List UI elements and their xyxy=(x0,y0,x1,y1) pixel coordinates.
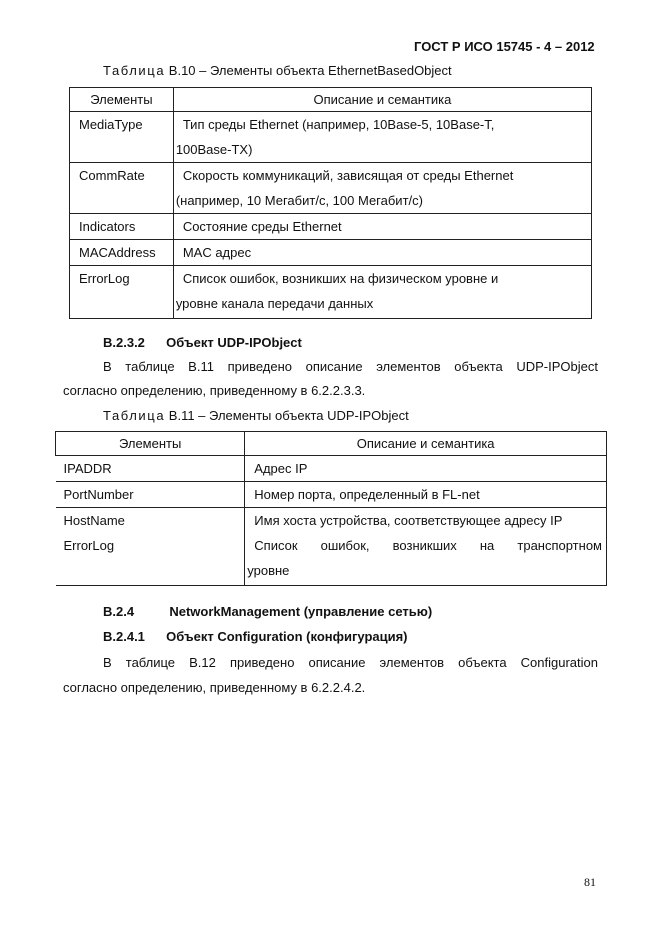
section-title: Объект UDP-IPObject xyxy=(166,335,302,350)
element-description-cont: уровне xyxy=(247,563,290,578)
column-header-description: Описание и семантика xyxy=(173,88,591,112)
section-number: B.2.4.1 xyxy=(103,629,145,644)
element-description: Тип среды Ethernet (например, 10Base-5, 10Base-T, xyxy=(182,117,495,132)
element-description-cont: уровне канала передачи данных xyxy=(175,296,374,311)
caption-text: B.10 – Элементы объекта EthernetBasedObject xyxy=(168,63,452,78)
section-heading-b24 xyxy=(103,604,432,619)
table-11 xyxy=(55,431,607,586)
section-heading-b241 xyxy=(103,629,408,644)
element-name: Indicators xyxy=(79,219,136,234)
table-row xyxy=(56,456,607,482)
column-header-elements: Элементы xyxy=(56,432,245,456)
element-description: Список ошибок, возникших на транспортном xyxy=(254,538,602,553)
element-description: Состояние среды Ethernet xyxy=(182,219,342,234)
table-row xyxy=(70,214,592,240)
table-10 xyxy=(69,87,592,319)
document-code: ГОСТ Р ИСО 15745 - 4 – 2012 xyxy=(414,39,595,54)
element-description: Имя хоста устройства, соответствующее адресу IP xyxy=(254,513,563,528)
element-description: Список ошибок, возникших на физическом уровне и xyxy=(182,271,499,286)
element-name: ErrorLog xyxy=(79,271,130,286)
column-header-elements: Элементы xyxy=(70,88,174,112)
caption-word: Таблица xyxy=(103,408,166,423)
element-description: Адрес IP xyxy=(254,461,308,476)
element-description: Номер порта, определенный в FL-net xyxy=(254,487,480,502)
table-row xyxy=(70,266,592,319)
section-number: B.2.4 xyxy=(103,604,135,619)
section-number: B.2.3.2 xyxy=(103,335,145,350)
element-name: ErrorLog xyxy=(63,538,115,553)
column-header-description: Описание и семантика xyxy=(245,432,607,456)
element-name: PortNumber xyxy=(63,487,134,502)
caption-word: Таблица xyxy=(103,63,166,78)
element-description: MAC адрес xyxy=(182,245,252,260)
section-heading-b232 xyxy=(103,335,302,350)
table-header-row xyxy=(56,432,607,456)
section-title: NetworkManagement (управление сетью) xyxy=(169,604,433,619)
section-title: Объект Configuration (конфигурация) xyxy=(166,629,408,644)
page-number: 81 xyxy=(584,875,596,889)
table-row xyxy=(70,240,592,266)
table-row xyxy=(56,508,607,586)
table-row xyxy=(70,112,592,163)
table-header-row xyxy=(70,88,592,112)
paragraph-line: согласно определению, приведенному в 6.2.2.3.3. xyxy=(63,383,366,398)
element-description-cont: 100Base-TX) xyxy=(175,142,253,157)
table-10-caption xyxy=(103,63,452,78)
element-name: HostName xyxy=(63,513,125,528)
table-11-caption xyxy=(103,408,409,423)
paragraph-line: согласно определению, приведенному в 6.2.2.4.2. xyxy=(63,680,366,695)
paragraph-line: В таблице B.11 приведено описание элементов объекта UDP-IPObject xyxy=(103,359,598,374)
element-description-cont: (например, 10 Мегабит/с, 100 Мегабит/с) xyxy=(175,193,423,208)
element-description: Скорость коммуникаций, зависящая от среды Ethernet xyxy=(182,168,514,183)
element-name: CommRate xyxy=(79,168,145,183)
paragraph-line: В таблице B.12 приведено описание элементов объекта Configuration xyxy=(103,655,598,670)
element-name: MediaType xyxy=(79,117,143,132)
table-row xyxy=(56,482,607,508)
table-row xyxy=(70,163,592,214)
caption-text: B.11 – Элементы объекта UDP-IPObject xyxy=(168,408,409,423)
element-name: MACAddress xyxy=(79,245,156,260)
element-name: IPADDR xyxy=(63,461,112,476)
